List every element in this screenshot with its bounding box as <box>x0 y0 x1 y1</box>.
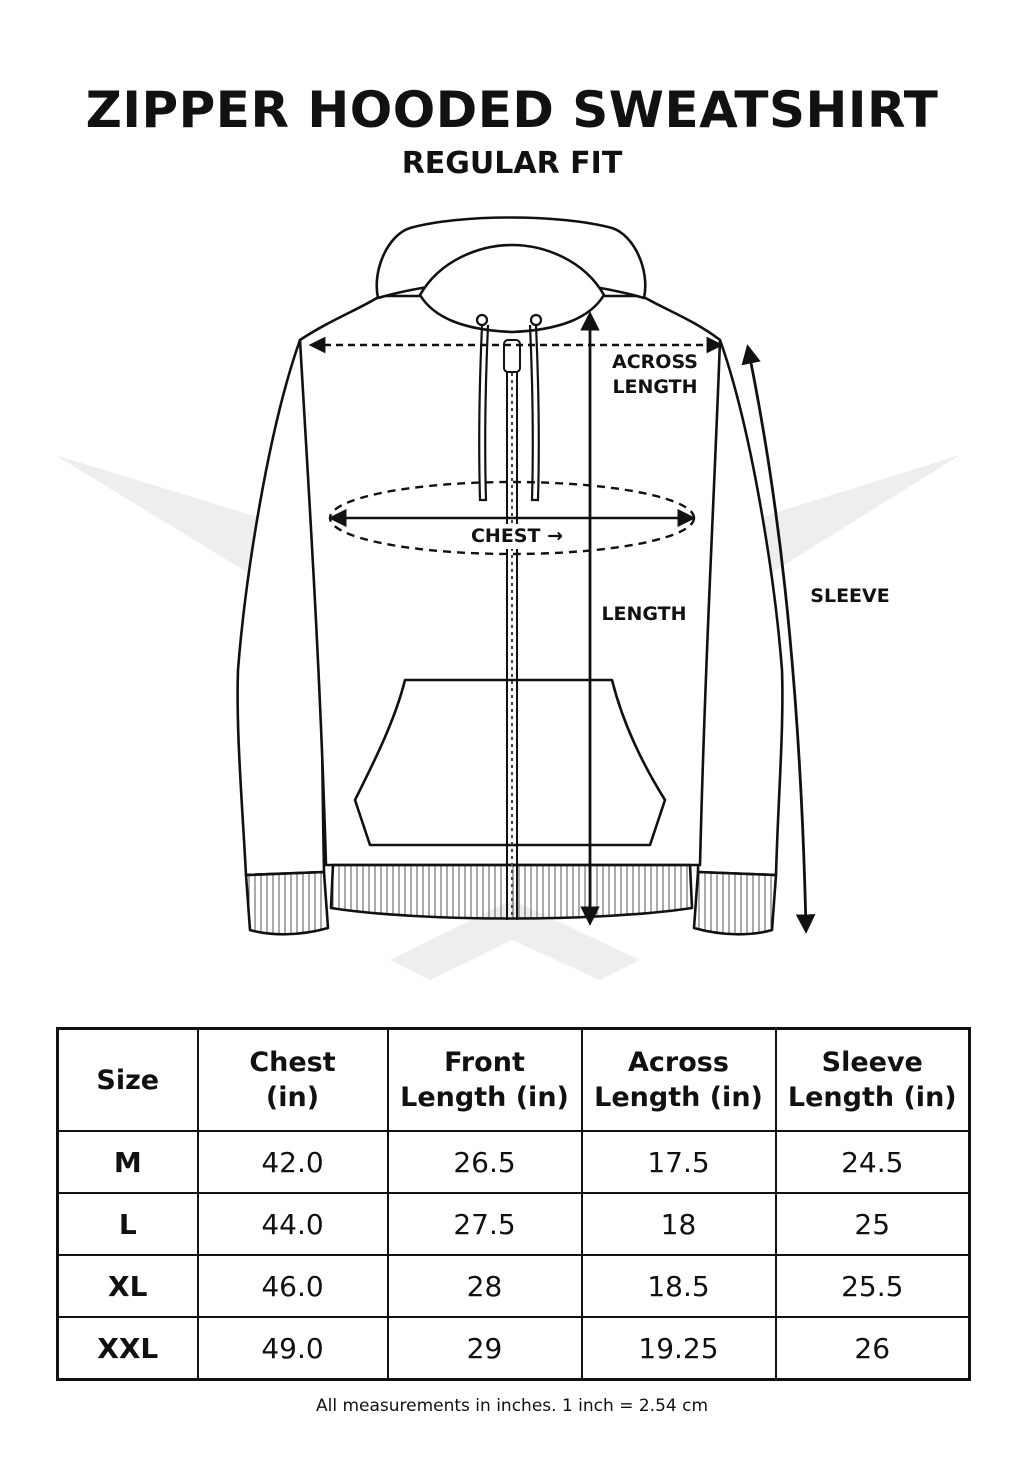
sleeve-label: SLEEVE <box>810 585 890 607</box>
table-row <box>58 1131 970 1193</box>
cell-front-length: 27.5 <box>388 1193 582 1255</box>
header-sleeve-line1: Sleeve <box>821 1047 923 1078</box>
header-sleeve-line2: Length (in) <box>787 1082 957 1113</box>
header-across-line1: Across <box>628 1047 729 1078</box>
left-cuff <box>246 872 328 934</box>
cell-size: M <box>58 1131 198 1193</box>
cell-across-length: 19.25 <box>582 1317 776 1380</box>
right-cuff <box>694 872 776 934</box>
cell-sleeve-length: 25.5 <box>776 1255 970 1317</box>
cell-sleeve-length: 25 <box>776 1193 970 1255</box>
header-across-line2: Length (in) <box>594 1082 763 1113</box>
header-chest-line1: Chest <box>249 1047 336 1078</box>
table-row <box>58 1255 970 1317</box>
size-chart-table <box>56 1027 971 1381</box>
header-size-text: Size <box>96 1064 160 1096</box>
header-size <box>58 1029 198 1132</box>
hoodie-diagram <box>0 200 1024 1000</box>
cell-chest: 42.0 <box>198 1131 388 1193</box>
across-label-line2: LENGTH <box>612 376 698 398</box>
table-header-row <box>58 1029 970 1132</box>
page-subtitle: REGULAR FIT <box>401 146 623 181</box>
across-label-line1: ACROSS <box>612 351 698 373</box>
cell-front-length: 26.5 <box>388 1131 582 1193</box>
header-across-length <box>582 1029 776 1132</box>
header-front-line1: Front <box>444 1047 525 1078</box>
cell-size: XL <box>58 1255 198 1317</box>
cell-across-length: 18 <box>582 1193 776 1255</box>
cell-across-length: 18.5 <box>582 1255 776 1317</box>
cell-sleeve-length: 24.5 <box>776 1131 970 1193</box>
across-length-label <box>600 350 710 400</box>
header-front-length <box>388 1029 582 1132</box>
cell-across-length: 17.5 <box>582 1131 776 1193</box>
length-label: LENGTH <box>594 602 694 627</box>
measurement-footnote: All measurements in inches. 1 inch = 2.54 cm <box>315 1396 709 1416</box>
header-chest-line2: (in) <box>265 1082 320 1113</box>
cell-size: XXL <box>58 1317 198 1380</box>
cell-front-length: 29 <box>388 1317 582 1380</box>
table-row <box>58 1193 970 1255</box>
cell-chest: 46.0 <box>198 1255 388 1317</box>
cell-sleeve-length: 26 <box>776 1317 970 1380</box>
cell-front-length: 28 <box>388 1255 582 1317</box>
header-sleeve-length <box>776 1029 970 1132</box>
cell-chest: 44.0 <box>198 1193 388 1255</box>
header-front-line2: Length (in) <box>400 1082 569 1113</box>
kangaroo-pocket <box>355 680 665 845</box>
cell-chest: 49.0 <box>198 1317 388 1380</box>
header-chest <box>198 1029 388 1132</box>
table-row <box>58 1317 970 1380</box>
page-title: ZIPPER HOODED SWEATSHIRT <box>85 81 939 139</box>
cell-size: L <box>58 1193 198 1255</box>
chest-label: CHEST → <box>452 524 582 549</box>
